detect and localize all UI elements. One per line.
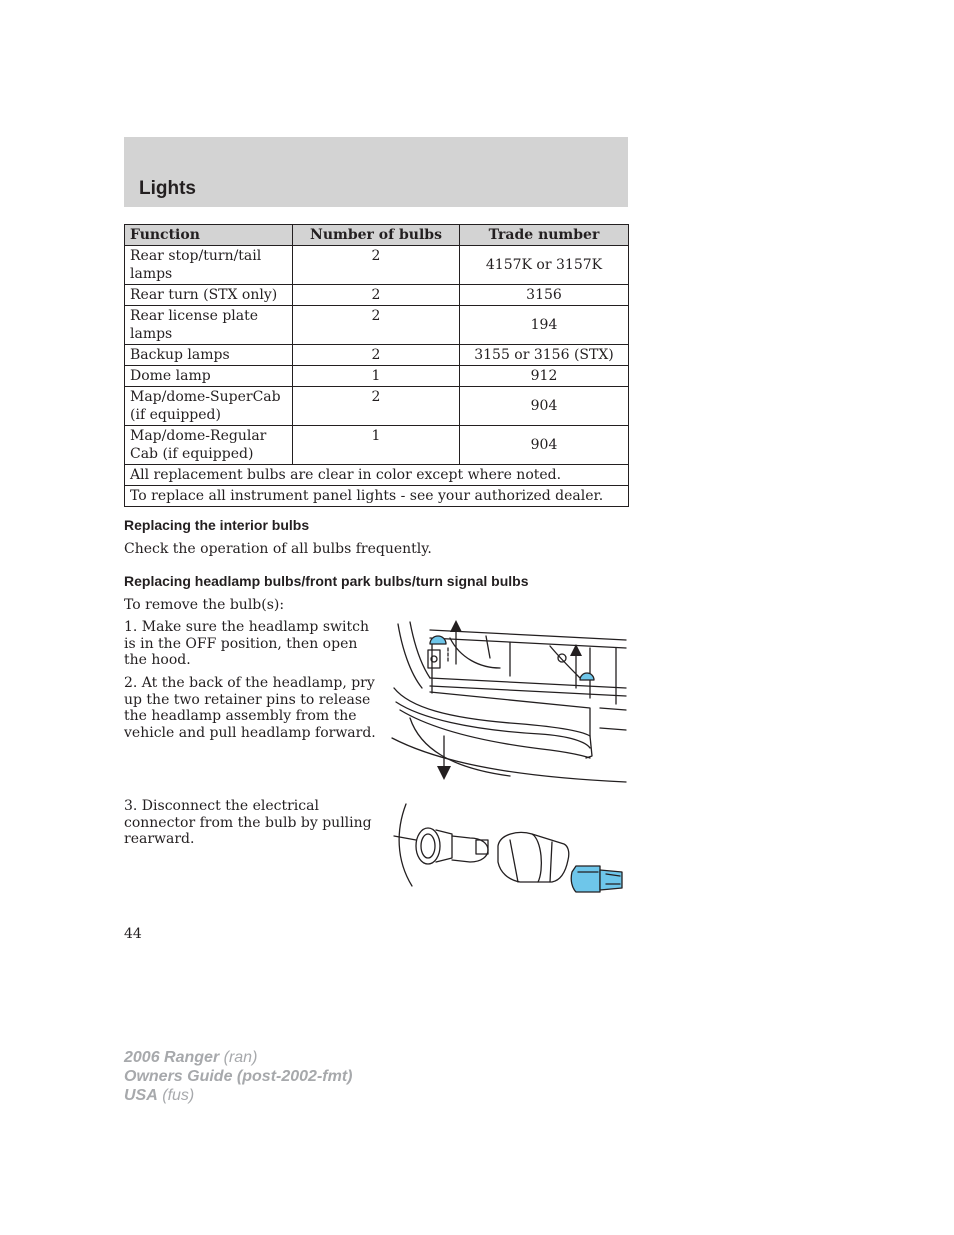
cell-function: Map/dome-Regular Cab (if equipped)	[125, 426, 293, 465]
interior-bulbs-heading: Replacing the interior bulbs	[124, 517, 310, 533]
table-note-row	[125, 486, 629, 507]
cell-trade: 3156	[460, 285, 629, 306]
table-note: To replace all instrument panel lights - see your authorized dealer.	[125, 486, 629, 507]
cell-function: Dome lamp	[125, 366, 293, 387]
table-row	[125, 387, 629, 426]
section-title: Lights	[139, 178, 196, 199]
table-row	[125, 366, 629, 387]
table-row	[125, 246, 629, 285]
table-row	[125, 426, 629, 465]
footer-market: USA	[124, 1087, 158, 1104]
footer-model: 2006 Ranger	[124, 1049, 220, 1066]
cell-bulbs: 1	[293, 426, 460, 465]
table-row	[125, 285, 629, 306]
section-header-band	[124, 137, 628, 207]
column-header-trade-number: Trade number	[460, 225, 629, 246]
table-note-row	[125, 465, 629, 486]
cell-trade: 194	[460, 306, 629, 345]
cell-function: Rear stop/turn/tail lamps	[125, 246, 293, 285]
cell-bulbs: 2	[293, 306, 460, 345]
column-header-number-of-bulbs: Number of bulbs	[293, 225, 460, 246]
footer-line-2	[124, 1067, 352, 1086]
bulb-specification-table	[124, 224, 629, 507]
cell-bulbs: 2	[293, 345, 460, 366]
cell-bulbs: 2	[293, 285, 460, 306]
table-row	[125, 306, 629, 345]
cell-function: Rear license plate lamps	[125, 306, 293, 345]
cell-function: Backup lamps	[125, 345, 293, 366]
footer-line-3	[124, 1086, 352, 1105]
headlamp-removal-illustration	[390, 618, 628, 783]
footer-guide-type: Owners Guide (post-2002-fmt)	[124, 1068, 353, 1085]
headlamp-bulbs-heading: Replacing headlamp bulbs/front park bulbs/turn signal bulbs	[124, 573, 529, 589]
cell-trade: 904	[460, 426, 629, 465]
bulb-connector-illustration	[392, 800, 628, 895]
table-note: All replacement bulbs are clear in color except where noted.	[125, 465, 629, 486]
footer-line-1	[124, 1048, 352, 1067]
step-2: 2. At the back of the headlamp, pry up the two retainer pins to release the headlamp assembly from the vehicle and pull headlamp forward.	[124, 675, 376, 741]
document-footer	[124, 1048, 352, 1105]
table-header-row	[125, 225, 629, 246]
column-header-function: Function	[125, 225, 293, 246]
cell-function: Rear turn (STX only)	[125, 285, 293, 306]
step-3: 3. Disconnect the electrical connector from the bulb by pulling rearward.	[124, 798, 372, 847]
cell-bulbs: 2	[293, 387, 460, 426]
cell-trade: 3155 or 3156 (STX)	[460, 345, 629, 366]
cell-trade: 904	[460, 387, 629, 426]
cell-function: Map/dome-SuperCab (if equipped)	[125, 387, 293, 426]
headlamp-intro: To remove the bulb(s):	[124, 597, 285, 613]
footer-market-code: (fus)	[162, 1087, 195, 1104]
cell-trade: 912	[460, 366, 629, 387]
page-number: 44	[124, 926, 142, 942]
cell-bulbs: 1	[293, 366, 460, 387]
step-1: 1. Make sure the headlamp switch is in the OFF position, then open the hood.	[124, 619, 369, 668]
cell-trade: 4157K or 3157K	[460, 246, 629, 285]
cell-bulbs: 2	[293, 246, 460, 285]
footer-model-code: (ran)	[223, 1049, 258, 1066]
table-row	[125, 345, 629, 366]
interior-bulbs-text: Check the operation of all bulbs frequently.	[124, 541, 432, 557]
